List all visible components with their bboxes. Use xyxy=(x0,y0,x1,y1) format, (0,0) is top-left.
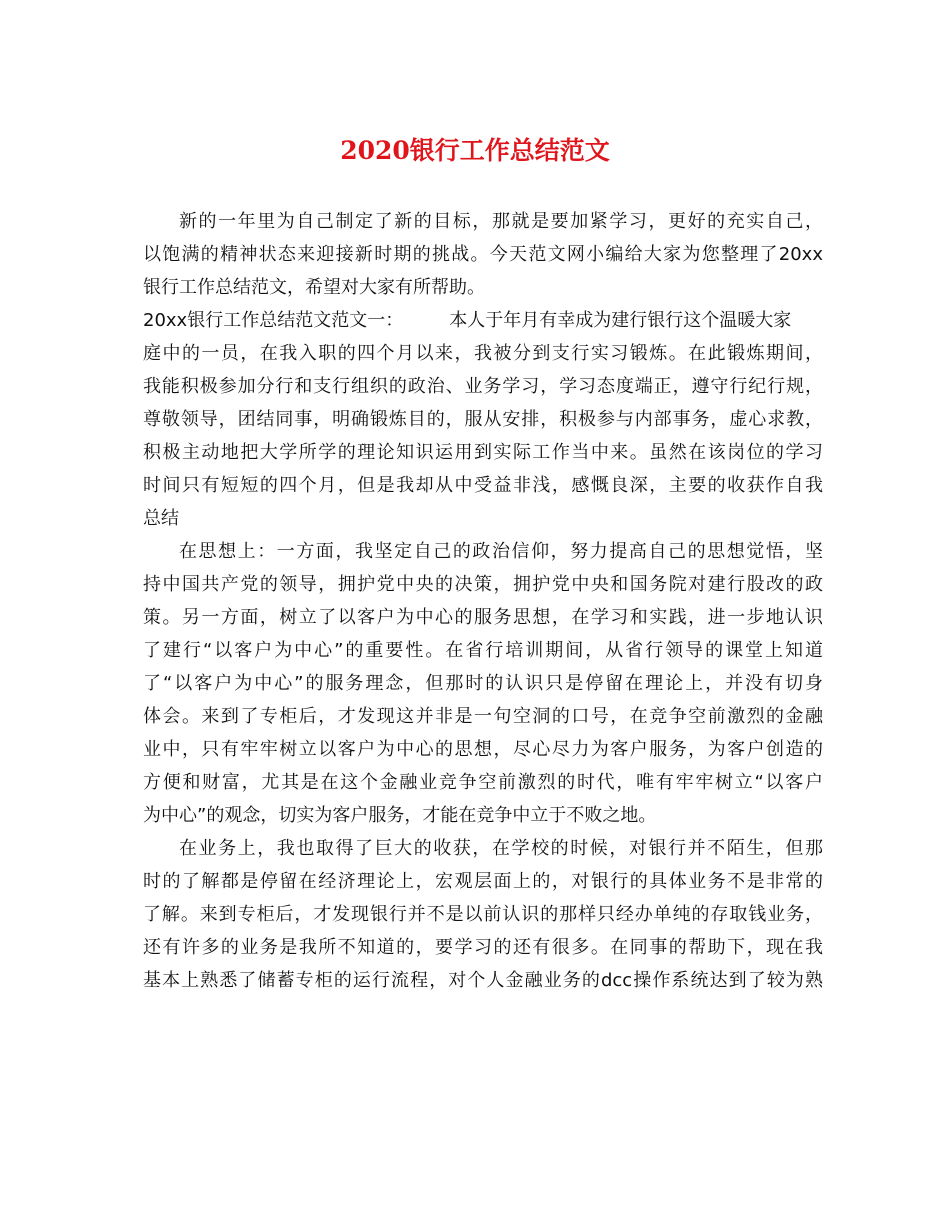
text-line: 总结 xyxy=(143,508,179,529)
text-line: 还有许多的业务是我所不知道的，要学习的还有很多。在同事的帮助下，现在我 xyxy=(143,937,823,958)
section-heading: 20xx银行工作总结范文范文一： xyxy=(143,310,404,331)
text-line: 了解。来到专柜后，才发现银行并不是以前认识的那样只经办单纯的存取钱业务， xyxy=(143,904,823,925)
text-line: 体会。来到了专柜后，才发现这并非是一句空洞的口号，在竞争空前激烈的金融 xyxy=(143,706,823,727)
text-line: 了建行“以客户为中心”的重要性。在省行培训期间，从省行领导的课堂上知道 xyxy=(143,640,823,661)
text-line: 基本上熟悉了储蓄专柜的运行流程，对个人金融业务的dcc操作系统达到了较为熟 xyxy=(143,970,823,991)
document-body xyxy=(143,205,823,997)
text-line: 以饱满的精神状态来迎接新时期的挑战。今天范文网小编给大家为您整理了20xx xyxy=(143,244,823,265)
text-line: 时的了解都是停留在经济理论上，宏观层面上的，对银行的具体业务不是非常的 xyxy=(143,871,823,892)
text-line: 持中国共产党的领导，拥护党中央的决策，拥护党中央和国务院对建行股改的政 xyxy=(143,574,823,595)
text-line: 积极主动地把大学所学的理论知识运用到实际工作当中来。虽然在该岗位的学习 xyxy=(143,442,823,463)
document-title: 2020银行工作总结范文 xyxy=(340,136,610,165)
text-line: 方便和财富，尤其是在这个金融业竞争空前激烈的时代，唯有牢牢树立“以客户 xyxy=(143,772,823,793)
section-heading-line xyxy=(143,304,823,337)
text-line: 策。另一方面，树立了以客户为中心的服务思想，在学习和实践，进一步地认识 xyxy=(143,607,823,628)
text-fragment: 本人于年月有幸成为建行银行这个温暖大家 xyxy=(449,310,792,331)
text-line: 为中心”的观念，切实为客户服务，才能在竞争中立于不败之地。 xyxy=(143,805,657,826)
text-line: 庭中的一员，在我入职的四个月以来，我被分到支行实习锻炼。在此锻炼期间， xyxy=(143,343,823,364)
text-line: 在思想上：一方面，我坚定自己的政治信仰，努力提高自己的思想觉悟，坚 xyxy=(179,541,823,562)
text-line: 在业务上，我也取得了巨大的收获，在学校的时候，对银行并不陌生，但那 xyxy=(179,838,823,859)
text-line: 新的一年里为自己制定了新的目标，那就是要加紧学习，更好的充实自己， xyxy=(179,211,823,232)
text-line: 时间只有短短的四个月，但是我却从中受益非浅，感慨良深，主要的收获作自我 xyxy=(143,475,823,496)
text-line: 我能积极参加分行和支行组织的政治、业务学习，学习态度端正，遵守行纪行规， xyxy=(143,376,823,397)
text-line: 业中，只有牢牢树立以客户为中心的思想，尽心尽力为客户服务，为客户创造的 xyxy=(143,739,823,760)
text-line: 了“以客户为中心”的服务理念，但那时的认识只是停留在理论上，并没有切身 xyxy=(143,673,823,694)
text-line: 尊敬领导，团结同事，明确锻炼目的，服从安排，积极参与内部事务，虚心求教， xyxy=(143,409,823,430)
text-line: 银行工作总结范文，希望对大家有所帮助。 xyxy=(143,277,485,298)
